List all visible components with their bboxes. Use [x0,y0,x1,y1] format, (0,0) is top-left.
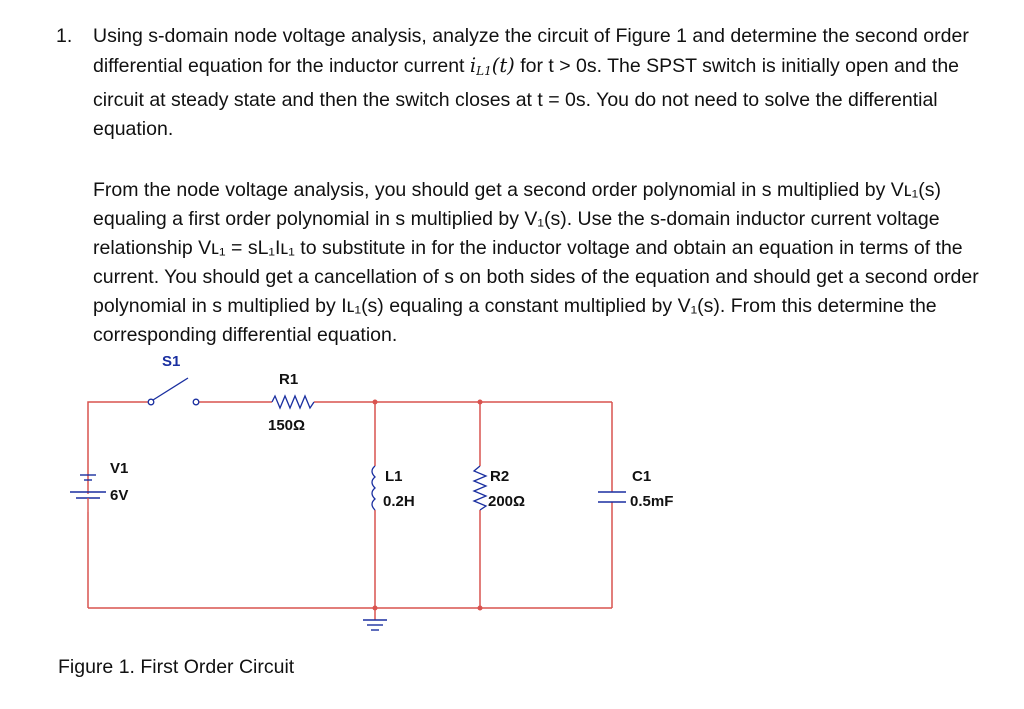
v1-value: 6V [110,487,129,504]
junction-dot [373,400,378,405]
r2-value: 200Ω [488,493,526,510]
inductor-l1 [372,466,375,510]
r1-value: 150Ω [268,417,306,434]
question-number: 1. [56,25,73,47]
junction-dot [478,606,483,611]
r1-label: R1 [279,371,299,388]
junction-dot [478,400,483,405]
figure-caption: Figure 1. First Order Circuit [58,656,295,678]
switch-s1 [148,378,199,405]
circuit-wires [88,402,612,620]
circuit-schematic [0,340,1024,640]
math-i: i [469,54,477,77]
question-paragraph-1 [93,22,983,144]
resistor-r1 [272,396,314,408]
c1-label: C1 [632,468,652,485]
battery-v1 [70,475,106,512]
math-argument: (t) [491,54,515,77]
question-text-part-1: Using s-domain node voltage analysis, analyze the circuit of Figure 1 and determine the second order differential equation for the inductor current [93,25,969,77]
l1-value: 0.2H [383,493,415,510]
question-paragraph-2: From the node voltage analysis, you should get a second order polynomial in s multiplied by Vʟ₁(s) equaling a first order polynomial in s multiplied by V₁(s). Use the s-domain inductor current voltage relationship Vʟ₁ = sL₁Iʟ₁ to substitute in for the inductor voltage and obtain an equation in terms of the current. You should get a cancellation of s on both sides of the equation and should get a second order polynomial in s multiplied by Iʟ₁(s) equaling a constant multiplied by V₁(s). From this determine the corresponding differential equation. [93,179,979,346]
switch-label: S1 [162,353,181,370]
ground-icon [363,620,387,630]
capacitor-c1 [598,492,626,502]
r2-label: R2 [490,468,510,485]
junction-dot [373,606,378,611]
c1-value: 0.5mF [630,493,674,510]
question-text-part-2: for t > 0s. The SPST switch is initially open and the circuit at steady state and then the switch closes at t = 0s. You do not need to solve the differential equation. [93,55,960,140]
math-subscript: L1 [476,64,492,78]
v1-label: V1 [110,460,129,477]
resistor-r2 [474,466,486,510]
inductor-current-symbol [470,54,515,77]
l1-label: L1 [385,468,403,485]
